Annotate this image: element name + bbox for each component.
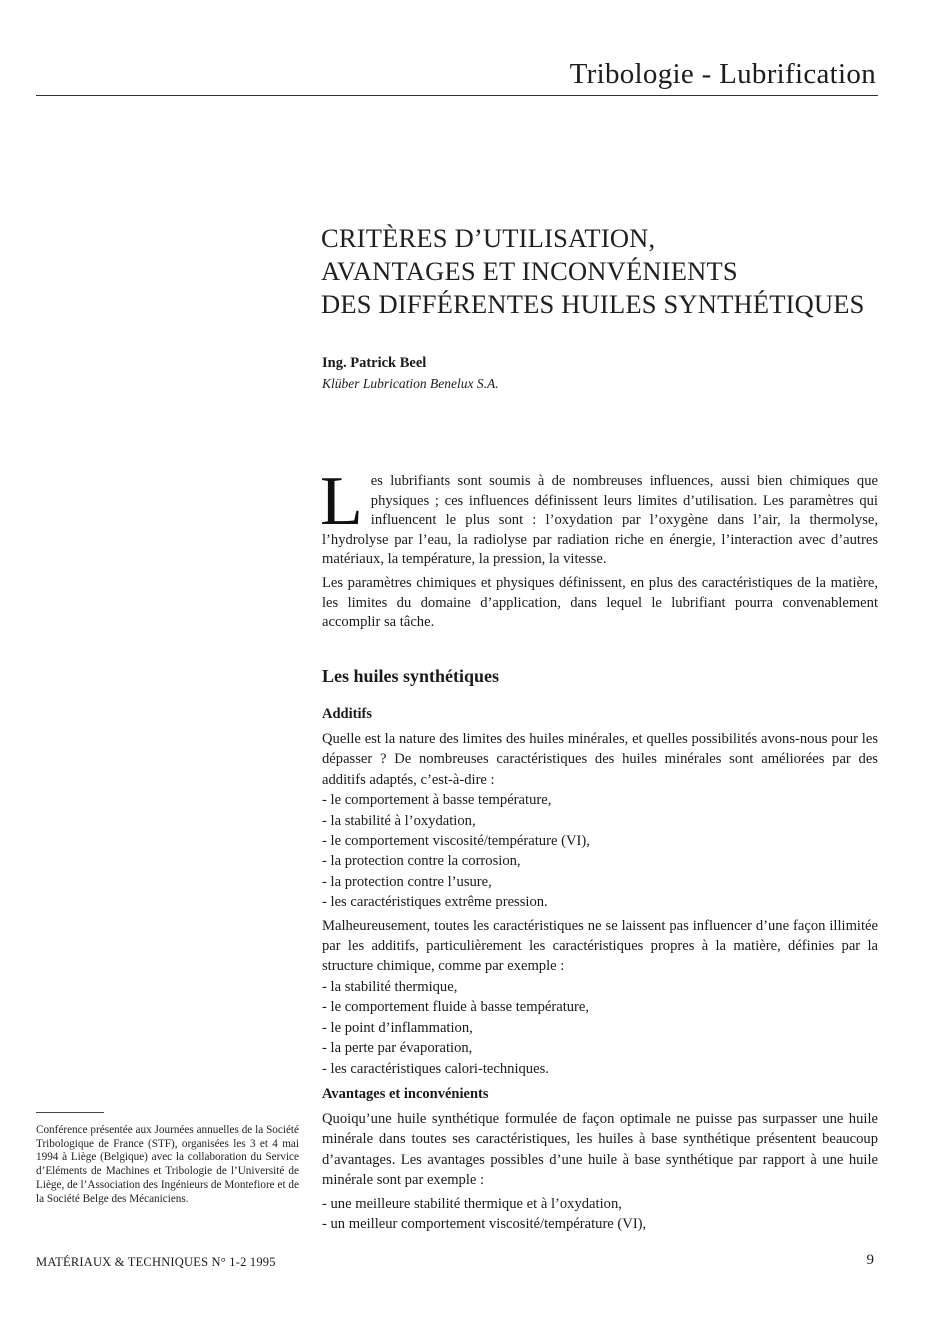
title-line-1: CRITÈRES D’UTILISATION, <box>321 223 656 253</box>
list-item: - les caractéristiques calori-techniques. <box>322 1060 549 1077</box>
list-item: - le point d’inflammation, <box>322 1019 473 1036</box>
additifs-paragraph-2: Malheureusement, toutes les caractéristiques ne se laissent pas influencer d’une façon illimitée par les additifs, particulièrement les caractéristiques propres à la matière, définies par la structure chimique, comme par exemple : <box>322 917 878 975</box>
list-item: - le comportement à basse température, <box>322 792 552 809</box>
header-rule <box>36 95 878 96</box>
list-item: - la stabilité thermique, <box>322 978 458 995</box>
list-item: - le comportement fluide à basse température, <box>322 999 590 1016</box>
section-heading: Les huiles synthétiques <box>322 666 500 686</box>
subheading-avantages: Avantages et inconvénients <box>322 1086 489 1102</box>
drop-cap: L <box>320 463 363 540</box>
list-item: - la protection contre l’usure, <box>322 873 492 890</box>
list-item: - une meilleure stabilité thermique et à l’oxydation, <box>322 1195 622 1212</box>
footnote-rule <box>36 1112 104 1113</box>
intro-paragraph-1 <box>320 463 878 570</box>
introduction <box>320 463 878 633</box>
list-item: - un meilleur comportement viscosité/température (VI), <box>322 1216 647 1233</box>
intro-paragraph-1-text: es lubrifiants sont soumis à de nombreuses influences, aussi bien chimiques que physiques ; ces influences définissent leurs limites d’utilisation. Les paramètres qui influencent le plus sont : l’oxydation par l’oxygène dans l’air, la thermolyse, l’hydrolyse par l’eau, la radiolyse par radiation riche en énergie, l’interaction avec d’autres matériaux, la température, la pression, la vitesse. <box>322 473 878 568</box>
additifs-list-1 <box>322 790 878 912</box>
journal-footer: MATÉRIAUX & TECHNIQUES N° 1-2 1995 <box>36 1255 276 1269</box>
list-item: - les caractéristiques extrême pression. <box>322 894 548 911</box>
author-affiliation: Klüber Lubrication Benelux S.A. <box>322 376 499 391</box>
list-item: - le comportement viscosité/température (VI), <box>322 833 590 850</box>
running-head: Tribologie - Lubrification <box>569 58 876 90</box>
page-number: 9 <box>866 1252 874 1268</box>
avantages-body <box>322 1109 878 1234</box>
footnote: Conférence présentée aux Journées annuelles de la Société Tribologique de France (STF), organisées les 3 et 4 mai 1994 à Liège (Belgique) avec la collaboration du Service d’Eléments de Machines et Tribologie de l’Université de Liège, de l’Association des Ingénieurs de Montefiore et de la Société Belge des Mécaniciens. <box>36 1124 299 1205</box>
additifs-paragraph-1: Quelle est la nature des limites des huiles minérales, et quelles possibilités avons-nous pour les dépasser ? De nombreuses caractéristiques des huiles minérales sont améliorées par des additifs adaptés, c’est-à-dire : <box>322 731 878 788</box>
additifs-list-2 <box>322 977 878 1079</box>
list-item: - la perte par évaporation, <box>322 1040 473 1057</box>
additifs-body <box>322 729 878 1079</box>
list-item: - la stabilité à l’oxydation, <box>322 812 476 829</box>
subheading-additifs: Additifs <box>322 706 372 722</box>
avantages-list <box>322 1194 878 1235</box>
intro-paragraph-2: Les paramètres chimiques et physiques définissent, en plus des caractéristiques de la matière, les limites du domaine d’application, dans lequel le lubrifiant pourra convenablement accomplir sa tâche. <box>322 574 878 631</box>
avantages-paragraph-1: Quoiqu’une huile synthétique formulée de façon optimale ne puisse pas surpasser une huile minérale dans toutes ses caractéristiques, les huiles à base synthétique présentent beaucoup d’avantages. Les avantages possibles d’une huile à base synthétique par rapport à une huile minérale sont par exemple : <box>322 1111 878 1189</box>
author-name: Ing. Patrick Beel <box>322 355 427 371</box>
list-item: - la protection contre la corrosion, <box>322 853 521 870</box>
article-title <box>321 222 901 321</box>
title-line-3: DES DIFFÉRENTES HUILES SYNTHÉTIQUES <box>321 289 865 319</box>
title-line-2: AVANTAGES ET INCONVÉNIENTS <box>321 256 738 286</box>
